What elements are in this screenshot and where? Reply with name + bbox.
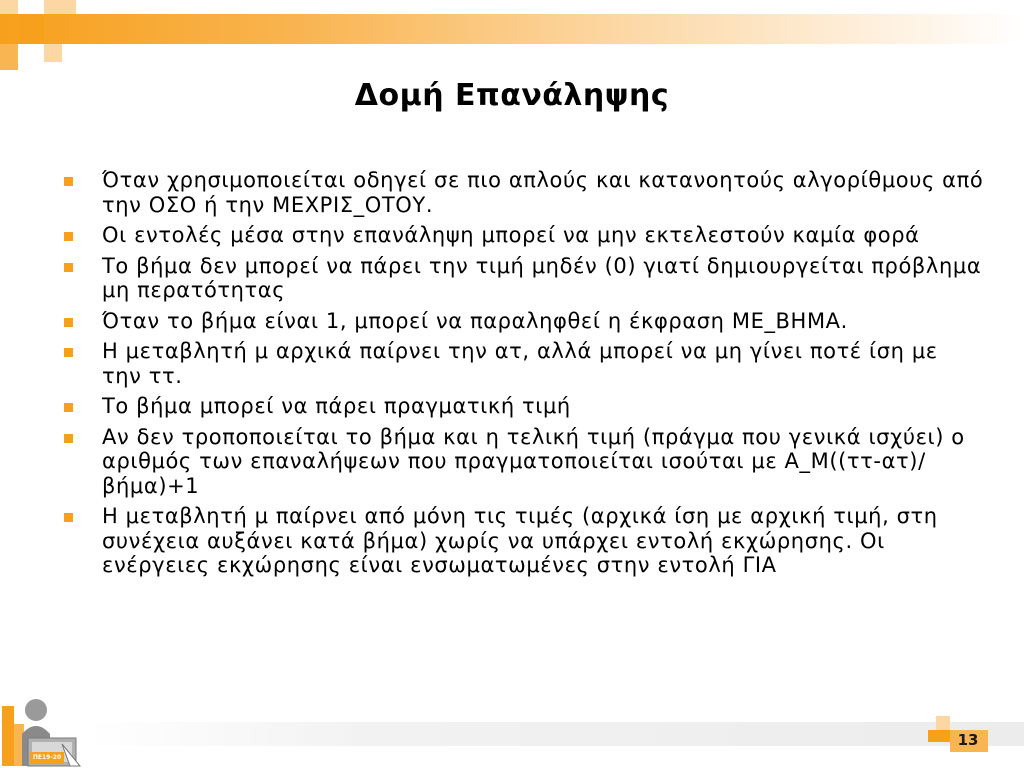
square-bullet-icon xyxy=(64,318,73,327)
bullet-list xyxy=(64,168,984,584)
square-bullet-icon xyxy=(64,434,73,443)
bullet-text: Η μεταβλητή μ αρχικά παίρνει την ατ, αλλά μπορεί να μη γίνει ποτέ ίση με την ττ. xyxy=(102,339,938,388)
bullet-item xyxy=(64,339,984,388)
bullet-text: Το βήμα δεν μπορεί να πάρει την τιμή μηδέν (0) γιατί δημιουργείται πρόβλημα μη περατότητας xyxy=(102,253,982,302)
decor-square xyxy=(0,0,18,14)
square-bullet-icon xyxy=(64,263,73,272)
bullet-text: Όταν το βήμα είναι 1, μπορεί να παραληφθεί η έκφραση ΜΕ_ΒΗΜΑ. xyxy=(102,308,848,333)
bullet-item xyxy=(64,504,984,578)
bullet-item xyxy=(64,309,984,334)
bullet-text: Η μεταβλητή μ παίρνει από μόνη τις τιμές (αρχικά ίση με αρχική τιμή, στη συνέχεια αυξάνει κατά βήμα) χωρίς να υπάρχει εντολή εκχώρησης. Οι ενέργειες εκχώρησης είναι ενσωματωμένες στην εντολή ΓΙΑ xyxy=(102,504,938,577)
logo-label: ΠΕ19-20 xyxy=(32,754,62,761)
decor-square xyxy=(44,44,62,62)
square-bullet-icon xyxy=(64,232,73,241)
decor-square xyxy=(0,44,18,70)
bullet-text: Αν δεν τροποποιείται το βήμα και η τελική τιμή (πράγμα που γενικά ισχύει) ο αριθμός των επαναλήψεων που πραγματοποιείται ισούται με Α_Μ((ττ-ατ)/βήμα)+1 xyxy=(102,424,965,498)
top-decorative-band xyxy=(0,14,1024,44)
square-bullet-icon xyxy=(64,348,73,357)
bullet-item xyxy=(64,254,984,303)
bullet-item xyxy=(64,168,984,217)
bullet-text: Το βήμα μπορεί να πάρει πραγματική τιμή xyxy=(102,394,571,418)
bullet-item xyxy=(64,425,984,499)
teacher-computer-logo-icon xyxy=(0,694,86,768)
decor-square xyxy=(44,0,76,14)
bullet-item xyxy=(64,223,984,248)
page-number: 13 xyxy=(957,731,979,749)
bullet-text: Όταν χρησιμοποιείται οδηγεί σε πιο απλούς και κατανοητούς αλγορίθμους από την ΟΣΟ ή την ΜΕΧΡΙΣ_ΟΤΟΥ. xyxy=(102,168,984,217)
bullet-text: Οι εντολές μέσα στην επανάληψη μπορεί να μην εκτελεστούν καμία φορά xyxy=(102,223,920,247)
square-bullet-icon xyxy=(64,403,73,412)
square-bullet-icon xyxy=(64,513,73,522)
bullet-item xyxy=(64,394,984,419)
decor-square xyxy=(18,14,44,44)
bottom-decorative-band xyxy=(86,722,1024,746)
slide-title: Δομή Επανάληψης xyxy=(354,78,670,113)
square-bullet-icon xyxy=(64,177,73,186)
